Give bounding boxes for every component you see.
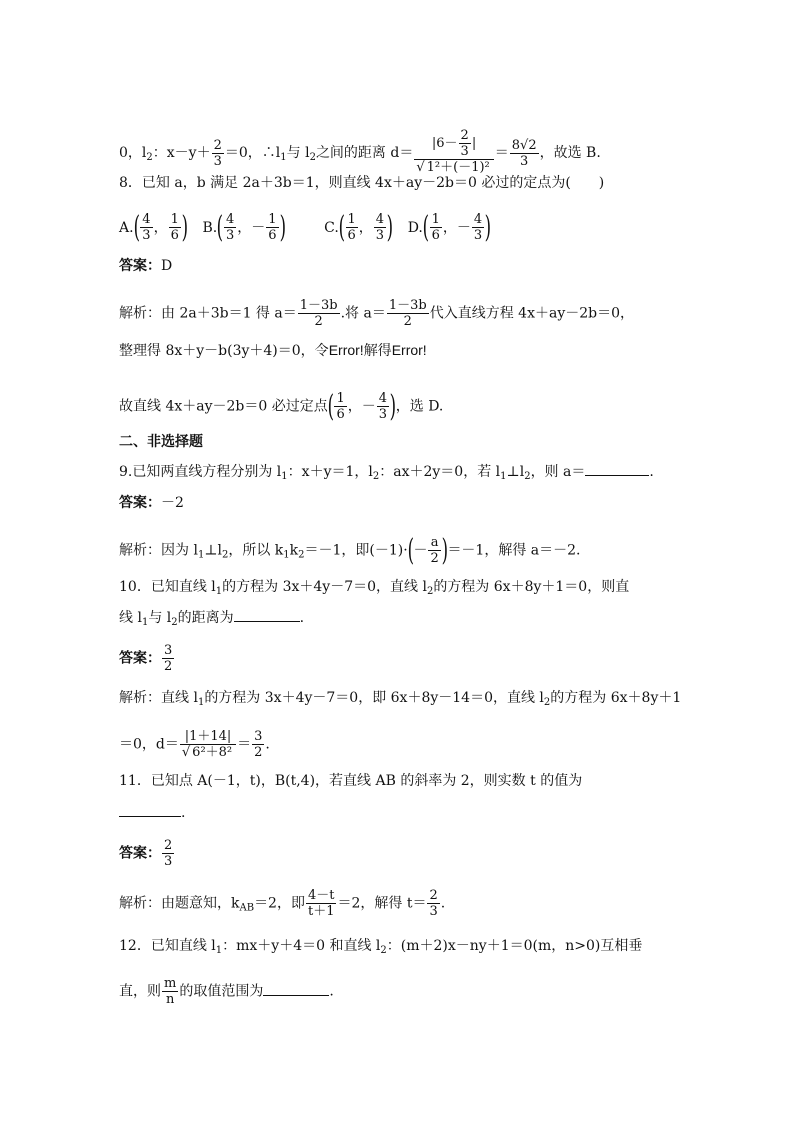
subscript: 2 <box>298 549 305 561</box>
text: 解析：因为 l <box>119 542 198 559</box>
right-paren: ) <box>389 388 397 424</box>
subscript: AB <box>239 902 255 914</box>
left-paren: ( <box>338 209 345 245</box>
numerator: 8√2 <box>511 137 537 153</box>
fraction <box>169 212 181 243</box>
answer-11 <box>119 838 175 869</box>
explanation-10-line2 <box>119 729 270 760</box>
text: ：mx＋y＋4＝0 和直线 l <box>222 938 381 954</box>
subscript: 2 <box>372 471 380 482</box>
section-title: 二、非选择题 <box>119 434 203 450</box>
text: ＝－1，即(－1)· <box>304 542 408 559</box>
text: 的方程为 6x＋8y＋1＝0，则直 <box>433 579 630 595</box>
subscript: 2 <box>221 549 229 561</box>
numerator: 1 <box>336 391 345 406</box>
text: 解析：由 2a＋3b＝1 得 a＝ <box>119 305 297 322</box>
option-label: C. <box>324 219 339 236</box>
denominator: 2 <box>314 314 323 329</box>
numerator: 3 <box>164 643 173 658</box>
option-label: D. <box>407 219 423 236</box>
comma: ， <box>237 219 252 236</box>
right-paren: ) <box>181 209 188 245</box>
numerator: m <box>164 976 177 991</box>
distance-fraction <box>414 128 493 175</box>
numerator: 3 <box>254 729 263 744</box>
numerator: 4 <box>375 212 385 227</box>
denominator: 3 <box>429 904 438 919</box>
left-paren: ( <box>422 209 429 245</box>
fraction <box>374 212 386 243</box>
fraction <box>346 212 358 243</box>
subscript: 2 <box>171 617 178 628</box>
text: ：(m＋2)x－ny＋1＝0(m，n>0)互相垂 <box>386 938 643 954</box>
explanation-9 <box>119 532 581 568</box>
fraction <box>298 298 340 329</box>
denominator: 2 <box>164 659 173 674</box>
text: . <box>649 464 654 480</box>
text: . <box>181 805 186 821</box>
fraction <box>377 391 389 422</box>
text: ，故选 B. <box>539 145 601 161</box>
numerator: 2 <box>213 137 222 153</box>
radicand: 6²＋8² <box>192 745 233 760</box>
text: 10．已知直线 l <box>119 579 216 595</box>
text: 0，l <box>119 145 147 161</box>
text: . <box>329 983 334 1000</box>
numerator: 4 <box>142 212 151 227</box>
denominator: 2 <box>430 551 439 566</box>
numerator: 1 <box>347 212 356 227</box>
question-8 <box>119 174 604 192</box>
answer-10 <box>119 643 175 674</box>
text: 12．已知直线 l <box>119 938 216 954</box>
text: ＝2，解得 t＝ <box>337 895 427 912</box>
subscript: 1 <box>215 586 223 597</box>
text: 解析：直线 l <box>119 690 198 706</box>
text: 直，则 <box>119 983 161 1000</box>
question-11-line2 <box>119 804 185 822</box>
text: 解得 <box>363 343 392 359</box>
text: 解析：由题意知，k <box>119 895 240 912</box>
question-8-options <box>119 209 492 245</box>
text: ＝2，即 <box>254 895 305 912</box>
numerator: 1－3b <box>388 298 427 313</box>
option-b <box>202 209 286 245</box>
denominator: 3 <box>378 407 388 422</box>
explanation-8-line3 <box>119 388 444 424</box>
answer-9 <box>119 494 184 512</box>
numerator: 2 <box>460 128 469 143</box>
fraction <box>224 212 236 243</box>
fraction <box>162 976 178 1007</box>
fraction <box>334 391 346 422</box>
option-c <box>324 209 394 245</box>
subscript: 2 <box>543 697 551 708</box>
denominator: 3 <box>213 153 222 169</box>
text: 的方程为 3x＋4y－7＝0，直线 l <box>222 579 427 595</box>
numerator: a <box>428 535 440 551</box>
answer-label: 答案： <box>119 650 161 667</box>
text: ＝0，∴l <box>224 145 281 161</box>
text: ，所以 k <box>228 542 284 559</box>
fraction <box>428 535 440 566</box>
answer-fraction <box>162 643 174 674</box>
comma: ， <box>358 219 373 236</box>
denominator: 3 <box>375 228 385 243</box>
left-paren: ( <box>216 209 224 245</box>
answer-value: D <box>161 258 173 274</box>
denominator: n <box>165 992 175 1007</box>
numerator: 4 <box>378 391 388 406</box>
section-heading <box>119 433 203 451</box>
denominator: 3 <box>142 228 151 243</box>
text: ：x＋y＝1，l <box>287 464 373 480</box>
denominator: 3 <box>164 854 173 869</box>
option-d <box>407 209 492 245</box>
fraction <box>212 138 224 169</box>
text: . <box>265 736 270 753</box>
radicand: 1²＋(－1)² <box>426 160 490 175</box>
option-label: B. <box>202 219 218 236</box>
text: 的取值范围为 <box>179 983 264 1000</box>
text: 与 l <box>286 145 310 161</box>
explanation-11 <box>119 888 445 919</box>
denominator: 3 <box>225 228 235 243</box>
denominator: 2 <box>254 745 263 760</box>
explanation-8-line2 <box>119 341 427 360</box>
answer-blank <box>119 816 181 817</box>
subscript: 2 <box>380 945 387 956</box>
answer-label: 答案： <box>119 845 161 862</box>
text: 代入直线方程 4x＋ay－2b＝0， <box>429 305 635 322</box>
question-12-line2 <box>119 976 334 1007</box>
denominator: 6 <box>268 228 277 243</box>
denominator: 3 <box>520 153 529 169</box>
minus: － <box>361 398 376 415</box>
left-paren: ( <box>407 532 414 568</box>
fraction <box>306 888 337 919</box>
answer-label: 答案： <box>119 495 161 511</box>
minus: － <box>456 219 471 236</box>
numerator: 2 <box>429 888 438 903</box>
answer-label: 答案： <box>119 258 161 274</box>
text: ，选 D. <box>395 398 444 415</box>
denominator: √ 6²＋8² <box>181 745 233 760</box>
distance-fraction <box>180 729 236 760</box>
fraction <box>266 212 278 243</box>
denominator: t＋1 <box>307 904 335 919</box>
comma: ， <box>153 219 168 236</box>
right-paren: ) <box>386 209 394 245</box>
question-9 <box>119 463 654 486</box>
fraction <box>472 212 484 243</box>
fraction <box>459 128 471 159</box>
option-label: A. <box>119 219 134 236</box>
denominator: 2 <box>403 314 412 329</box>
comma: ， <box>442 219 457 236</box>
answer-fraction <box>162 838 174 869</box>
text: ＝ <box>494 145 509 161</box>
subscript: 1 <box>280 152 287 163</box>
subscript: 1 <box>283 549 290 561</box>
minus: － <box>413 542 428 559</box>
text: 与 l <box>148 610 172 626</box>
answer-blank <box>263 995 329 996</box>
denominator: 6 <box>336 407 345 422</box>
denominator: 6 <box>431 228 440 243</box>
question-12 <box>119 937 642 960</box>
explanation-8 <box>119 298 634 329</box>
question-10 <box>119 578 629 601</box>
right-paren: ) <box>441 532 448 568</box>
denominator: √ 1²＋(－1)² <box>416 160 490 175</box>
question-text: 8．已知 a，b 满足 2a＋3b＝1，则直线 4x＋ay－2b＝0 必过的定点为( ) <box>119 175 605 191</box>
numerator: 1－3b <box>299 298 338 313</box>
text: ＝0，d＝ <box>119 736 179 753</box>
fraction <box>387 298 429 329</box>
text: 线 l <box>119 610 142 626</box>
text: ⊥l <box>204 542 222 559</box>
subscript: 2 <box>146 152 153 163</box>
denominator: 3 <box>473 228 483 243</box>
numerator: 1 <box>170 212 179 227</box>
text: 整理得 8x＋y－b(3y＋4)＝0，令 <box>119 343 329 359</box>
text: ：x－y＋ <box>152 145 211 161</box>
option-a <box>119 209 188 245</box>
denominator: 6 <box>170 228 179 243</box>
right-paren: ) <box>484 209 492 245</box>
text: 9.已知两直线方程分别为 l <box>119 464 282 480</box>
comma: ， <box>347 398 362 415</box>
text: . <box>440 895 446 912</box>
question-11 <box>119 772 582 790</box>
question-10-line2 <box>119 609 304 632</box>
answer-blank <box>234 621 300 622</box>
text: 的方程为 6x＋8y＋1 <box>550 690 682 706</box>
fraction <box>430 212 442 243</box>
text: ，则 a＝ <box>530 464 586 480</box>
subscript: 1 <box>141 617 149 628</box>
minus: － <box>251 219 266 236</box>
text: | <box>471 136 477 151</box>
subscript: 1 <box>197 697 205 708</box>
prev-solution-line <box>119 128 601 175</box>
error-text: Error! <box>391 342 427 358</box>
right-paren: ) <box>279 209 286 245</box>
answer-value: －2 <box>161 495 184 511</box>
numerator: 4－t <box>307 888 335 903</box>
text: k <box>289 542 299 559</box>
text: ：ax＋2y＝0，若 l <box>379 464 501 480</box>
fraction <box>252 729 264 760</box>
question-text: 11．已知点 A(－1，t)，B(t,4)，若直线 AB 的斜率为 2，则实数 t 的值为 <box>119 773 583 789</box>
explanation-10 <box>119 689 681 712</box>
numerator: 4 <box>225 212 235 227</box>
numerator: 2 <box>164 838 173 853</box>
text: 的距离为 <box>177 610 234 626</box>
text: 故直线 4x＋ay－2b＝0 必过定点 <box>119 398 328 415</box>
subscript: 2 <box>524 471 531 482</box>
answer-8 <box>119 257 172 275</box>
subscript: 1 <box>500 471 507 482</box>
text: ⊥l <box>506 464 525 480</box>
answer-blank <box>585 475 649 476</box>
numerator: 1 <box>268 212 277 227</box>
text: . <box>299 610 305 626</box>
subscript: 2 <box>426 586 434 597</box>
fraction <box>427 888 439 919</box>
text: 之间的距离 d＝ <box>315 145 414 161</box>
subscript: 2 <box>309 152 316 163</box>
numerator <box>414 128 493 160</box>
subscript: 1 <box>197 549 205 561</box>
subscript: 1 <box>281 471 288 482</box>
numerator: 4 <box>473 212 483 227</box>
text: .将 a＝ <box>340 305 386 322</box>
text: 的方程为 3x＋4y－7＝0，即 6x＋8y－14＝0，直线 l <box>204 690 544 706</box>
error-text: Error! <box>328 342 364 358</box>
fraction <box>140 212 152 243</box>
text: ＝ <box>237 736 252 753</box>
text: ＝－1，解得 a＝－2. <box>447 542 581 559</box>
denominator: 3 <box>460 144 469 159</box>
left-paren: ( <box>327 388 334 424</box>
denominator: 6 <box>347 228 356 243</box>
subscript: 1 <box>215 945 223 956</box>
text: |6－ <box>431 136 458 151</box>
numerator: 1 <box>431 212 440 227</box>
fraction <box>510 138 539 169</box>
left-paren: ( <box>133 209 140 245</box>
numerator: |1＋14| <box>180 729 236 745</box>
